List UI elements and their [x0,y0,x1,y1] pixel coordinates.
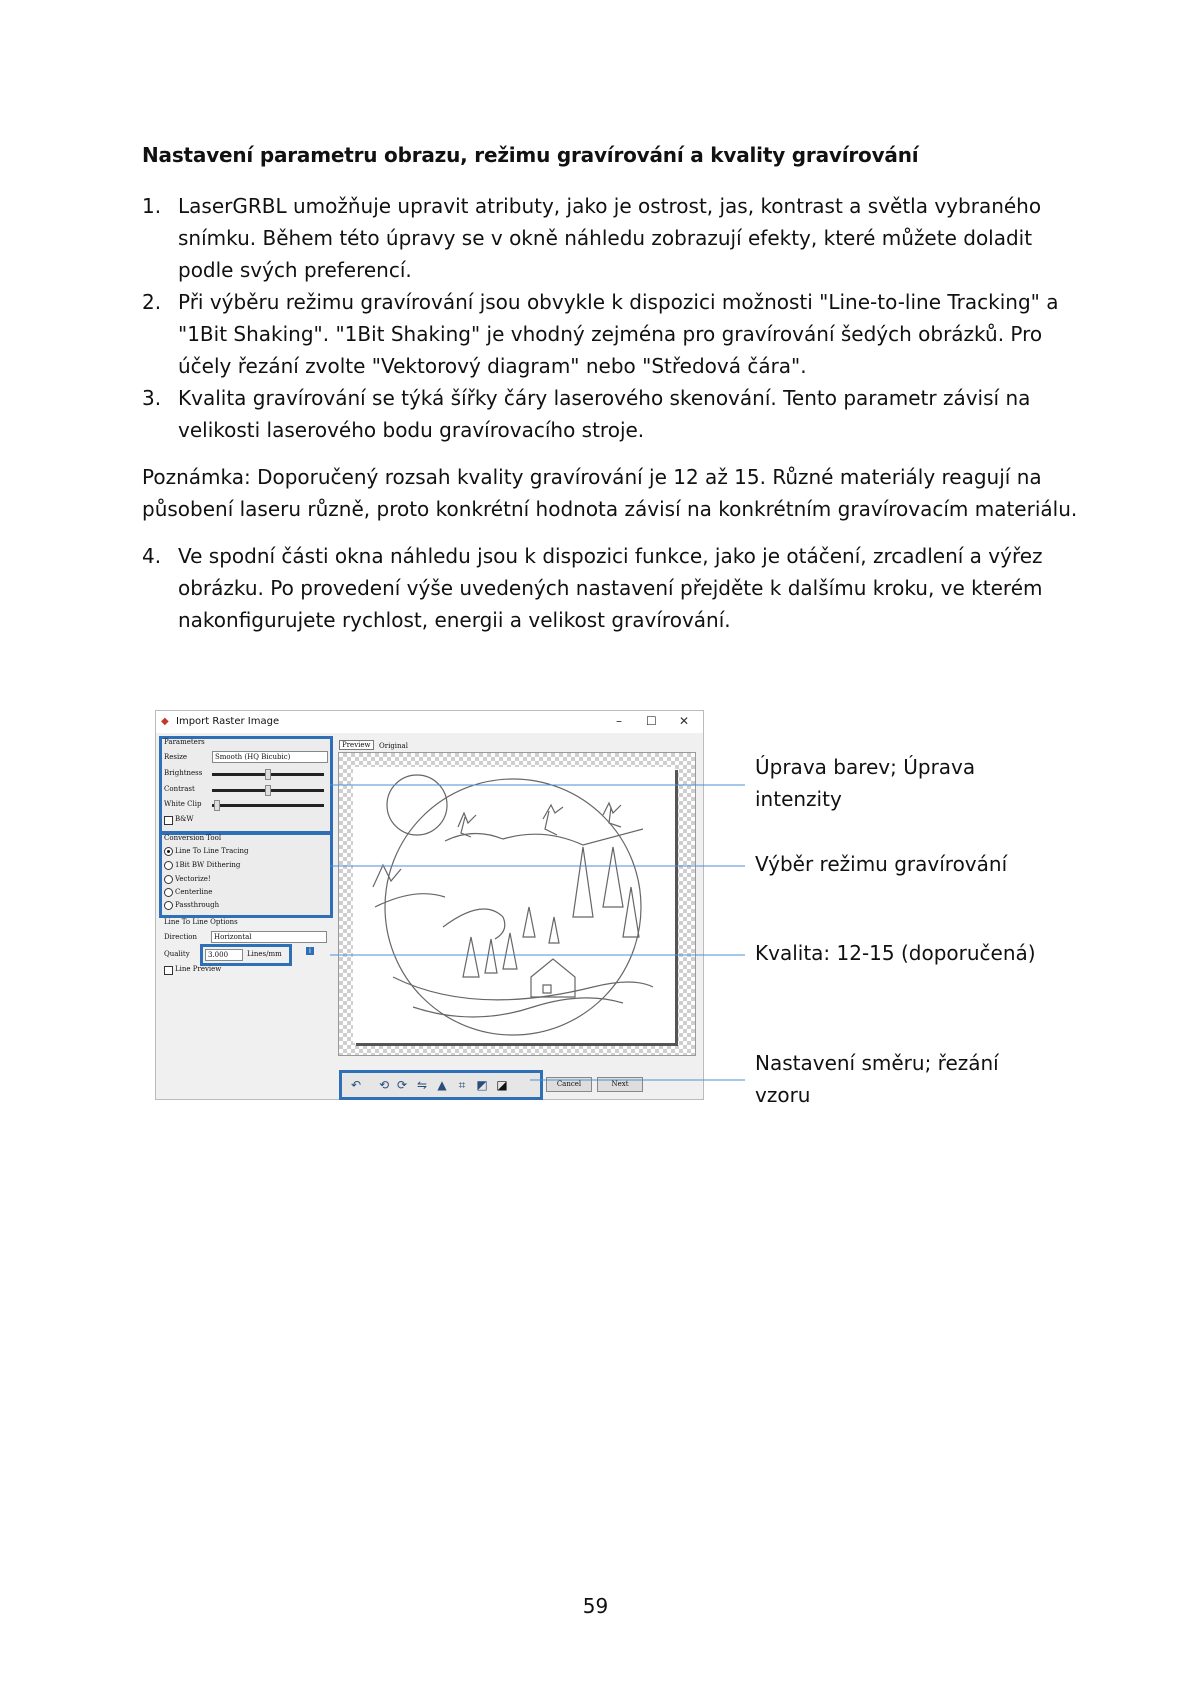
list-text: Ve spodní části okna náhledu jsou k dispozici funkce, jako je otáčení, zrcadlení a výřez obrázku. Po provedení výše uvedených nastavení přejděte k dalšímu kroku, ve kterém nakonfigurujete rychlost, energii a velikost gravírování. [178,544,1043,632]
rotate-left-icon[interactable]: ⟲ [378,1078,390,1092]
import-raster-dialog-screenshot [155,710,704,1100]
option-label: 1Bit BW Dithering [175,861,241,869]
conversion-title: Conversion Tool [164,834,222,842]
app-icon: ◆ [161,716,169,727]
list-text: Kvalita gravírování se týká šířky čáry laserového skenování. Tento parametr závisí na velikosti laserového bodu gravírovacího stroje. [178,386,1031,442]
parameters-panel [159,736,333,834]
resize-label: Resize [164,753,188,761]
radio-centerline[interactable] [164,888,173,897]
quality-label: Quality [164,950,190,958]
flip-horizontal-icon[interactable]: ⇋ [416,1078,428,1092]
list-text: Při výběru režimu gravírování jsou obvykle k dispozici možnosti "Line-to-line Tracking" a "1Bit Shaking". "1Bit Shaking" je vhodný zejména pro gravírování šedých obrázků. Pro účely řezání zvolte "Vektorový diagram" nebo "Středová čára". [178,290,1059,378]
flip-vertical-icon[interactable]: ▲ [437,1078,447,1092]
list-item [142,286,1062,382]
quality-input[interactable]: 3.000 [205,949,243,961]
quality-highlight [200,944,292,966]
radio-passthrough[interactable] [164,901,173,910]
tab-original[interactable]: Original [379,742,408,750]
instruction-list-continued [142,540,1062,636]
rotate-right-icon[interactable]: ⟳ [396,1078,408,1092]
dialog-titlebar [156,711,703,733]
line-preview-checkbox[interactable] [164,966,173,975]
quality-unit: Lines/mm [247,950,282,958]
white-clip-thumb[interactable] [214,800,220,811]
radio-line-to-line[interactable] [164,847,173,856]
brightness-thumb[interactable] [265,769,271,780]
option-label: Vectorize! [175,875,211,883]
list-item [142,382,1062,446]
section-heading: Nastavení parametru obrazu, režimu gravírování a kvality gravírování [142,143,919,167]
callout-quality: Kvalita: 12-15 (doporučená) [755,941,1036,965]
callout-engraving-mode: Výběr režimu gravírování [755,852,1008,876]
radio-1bit-dithering[interactable] [164,861,173,870]
auto-trim-icon[interactable]: ◩ [476,1078,488,1092]
contrast-thumb[interactable] [265,785,271,796]
option-label: Passthrough [175,901,220,909]
bw-label: B&W [175,815,194,823]
line-options-title: Line To Line Options [164,918,238,926]
list-number: 3. [142,386,162,410]
note-paragraph: Poznámka: Doporučený rozsah kvality gravírování je 12 až 15. Různé materiály reagují na působení laseru různě, proto konkrétní hodnota závisí na konkrétním gravírovacím materiálu. [142,465,1078,521]
dialog-title: Import Raster Image [176,716,280,727]
callout-color-intensity: Úprava barev; Úprava intenzity [755,755,976,811]
parameters-title: Parameters [164,738,205,746]
list-text: LaserGRBL umožňuje upravit atributy, jako je ostrost, jas, kontrast a světla vybraného snímku. Během této úpravy se v okně náhledu zobrazují efekty, které můžete doladit podle svých preferencí. [178,194,1042,282]
close-button[interactable]: ✕ [679,714,690,728]
minimize-button[interactable]: – [616,714,622,728]
list-number: 1. [142,194,162,218]
list-item [142,540,1062,636]
callout-direction-cutting: Nastavení směru; řezání vzoru [755,1051,999,1107]
cancel-button[interactable]: Cancel [546,1077,592,1092]
bw-checkbox[interactable] [164,816,173,825]
list-number: 4. [142,544,162,568]
instruction-list [142,190,1062,446]
brightness-label: Brightness [164,769,203,777]
maximize-button[interactable]: ☐ [646,714,657,728]
page-number: 59 [582,1594,609,1618]
invert-icon[interactable]: ◪ [496,1078,508,1092]
crop-icon[interactable]: ⌗ [458,1078,466,1092]
line-preview-label: Line Preview [175,965,222,973]
engraving-line-art [353,767,675,1043]
image-tools-toolbar [339,1070,543,1100]
list-item [142,190,1062,286]
rotate-icon[interactable]: ↶ [350,1078,362,1092]
preview-canvas [353,767,675,1043]
direction-label: Direction [164,933,198,941]
direction-select[interactable]: Horizontal [211,931,327,943]
resize-select[interactable]: Smooth (HQ Bicubic) [212,751,328,763]
tab-preview[interactable]: Preview [339,740,374,750]
list-number: 2. [142,290,162,314]
info-icon[interactable]: i [306,947,314,955]
white-clip-slider[interactable] [212,804,324,807]
preview-area [338,752,696,1056]
radio-vectorize[interactable] [164,875,173,884]
contrast-label: Contrast [164,785,195,793]
option-label: Centerline [175,888,213,896]
next-button[interactable]: Next [597,1077,643,1092]
conversion-tool-panel [159,832,333,918]
option-label: Line To Line Tracing [175,847,249,855]
white-clip-label: White Clip [164,800,202,808]
